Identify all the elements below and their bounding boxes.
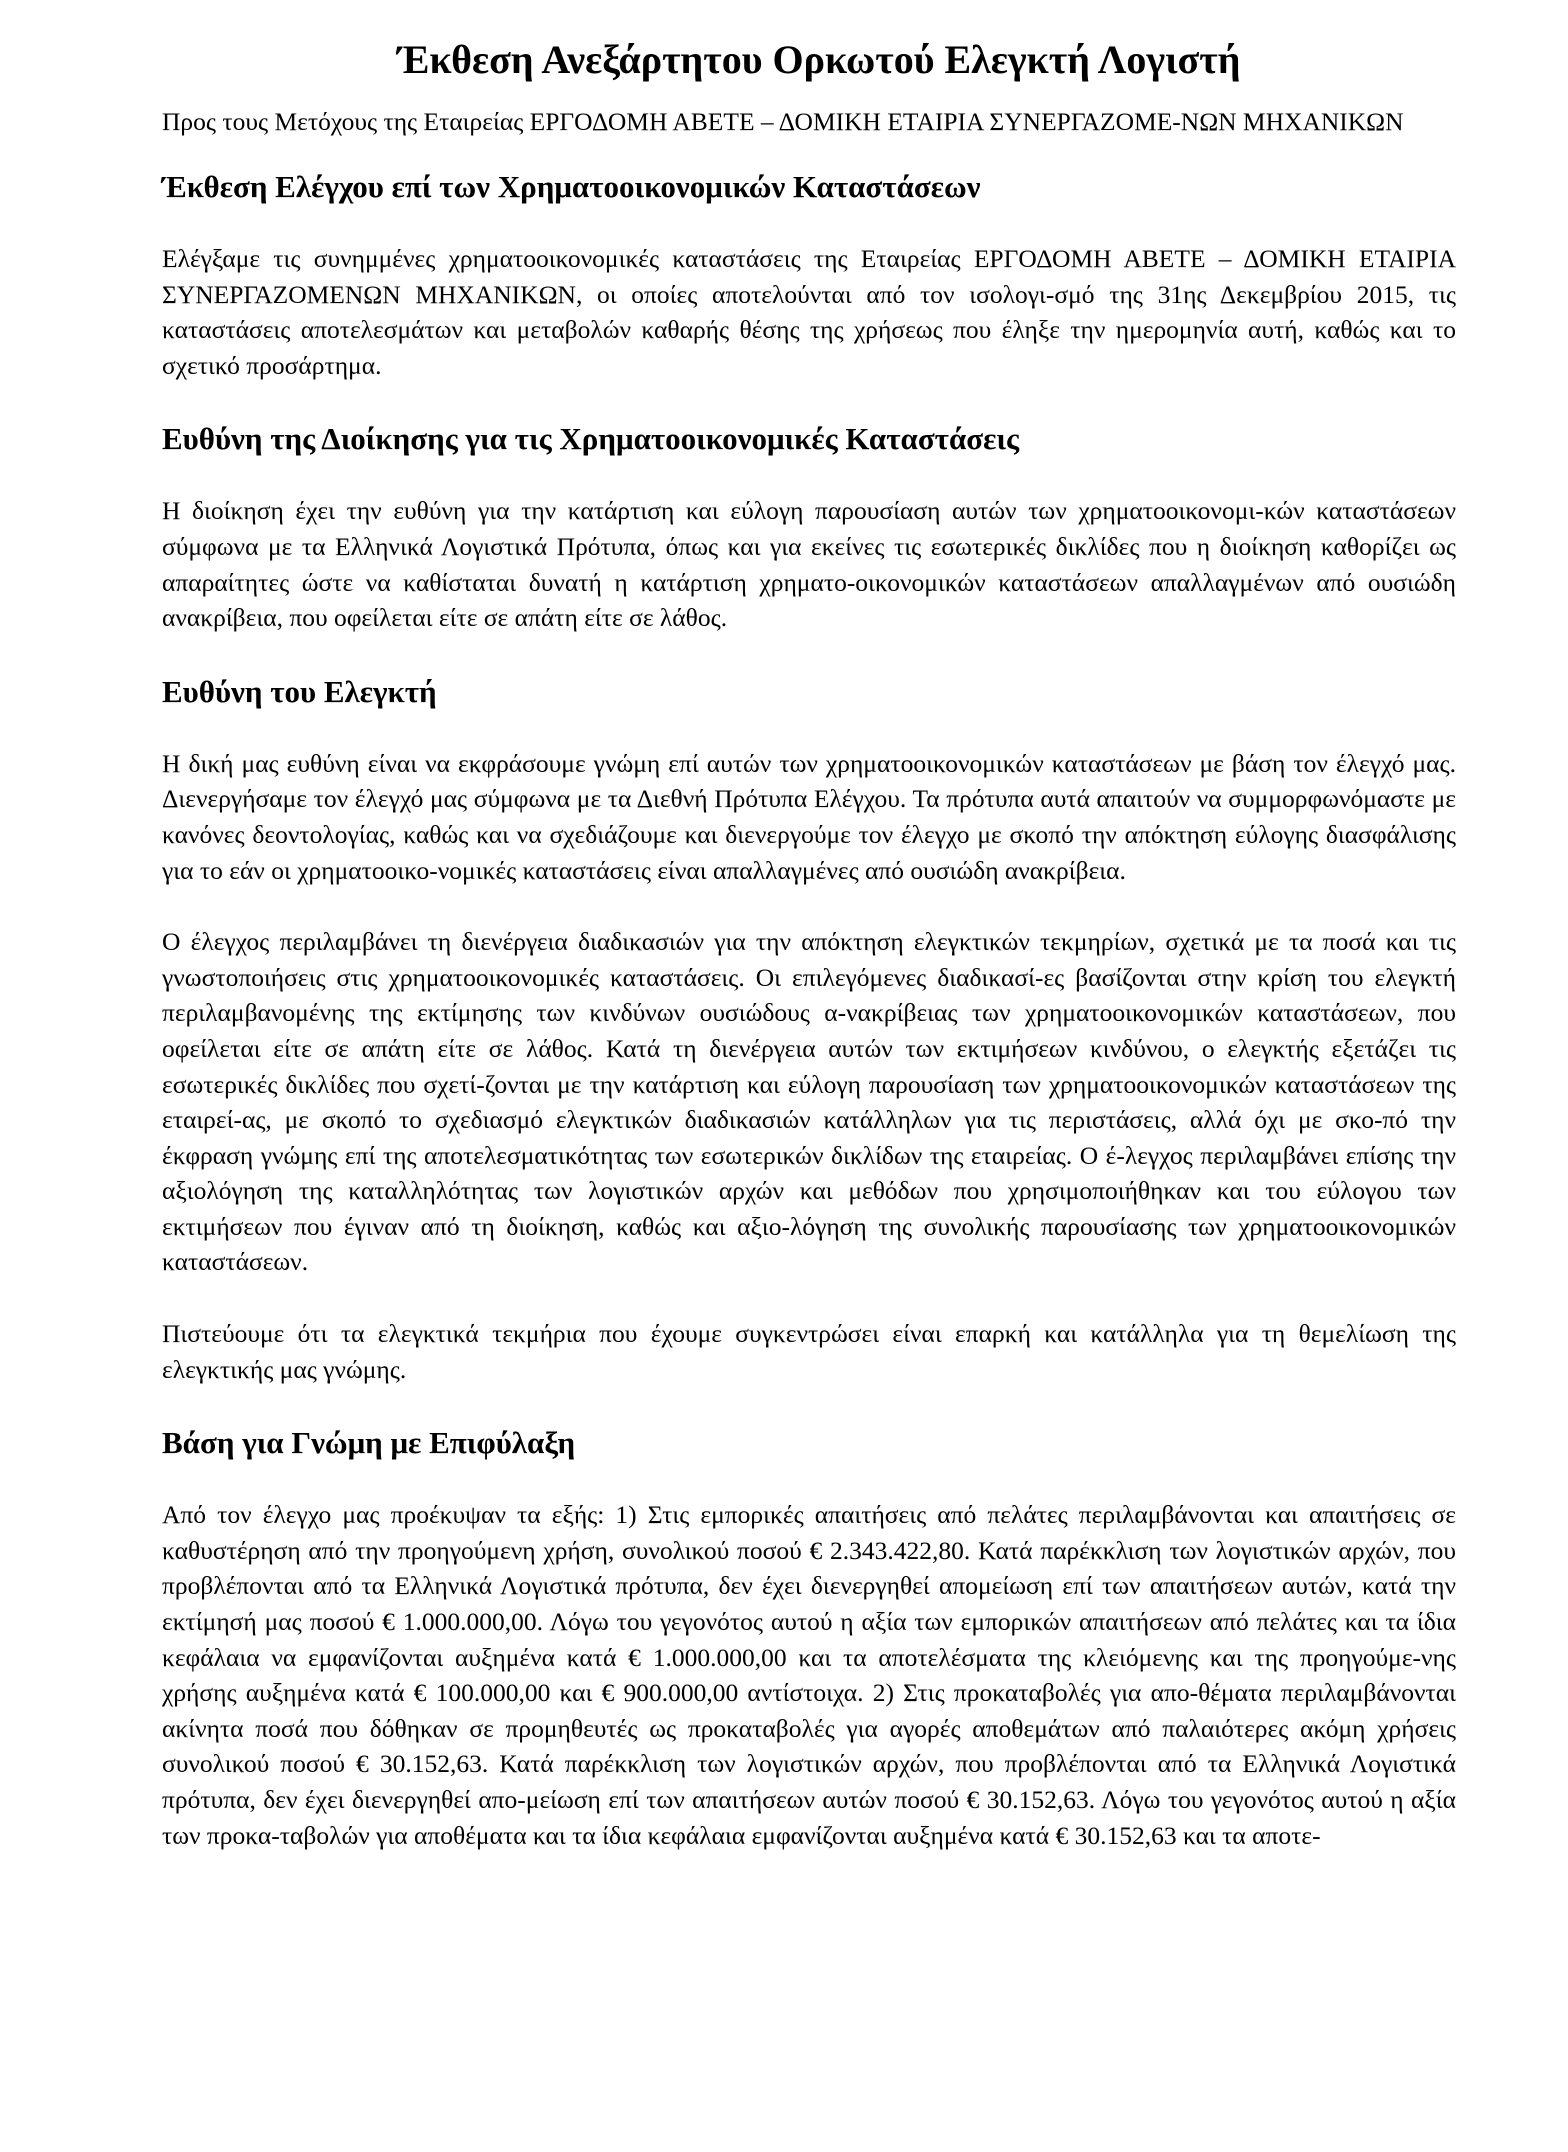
addressee-line: Προς τους Μετόχους της Εταιρείας ΕΡΓΟΔΟΜΗ ΑΒΕΤΕ – ΔΟΜΙΚΗ ΕΤΑΙΡΙΑ ΣΥΝΕΡΓΑΖΟΜΕ-ΝΩΝ ΜΗΧΑΝΙΚΩΝ [162,107,1404,136]
document-title: Έκθεση Ανεξάρτητου Ορκωτού Ελεγκτή Λογιστή [397,37,1241,82]
paragraph-management-responsibility: Η διοίκηση έχει την ευθύνη για την κατάρτιση και εύλογη παρουσίαση αυτών των χρηματοοικονομι-κών καταστάσεων σύμφωνα με τα Ελληνικά Λογιστικά Πρότυπα, όπως και για εκείνες τις εσωτερικές δικλίδες που η διοίκηση καθορίζει ως απαραίτητες ώστε να καθίσταται δυνατή η κατάρτιση χρηματο-οικονομικών καταστάσεων απαλλαγμένων από ουσιώδη ανακρίβεια, που οφείλεται είτε σε απάτη είτε σε λάθος. [162,496,1456,633]
paragraph-qualified-opinion-basis: Από τον έλεγχο μας προέκυψαν τα εξής: 1) Στις εμπορικές απαιτήσεις από πελάτες περιλαμβάνονται και απαιτήσεις σε καθυστέρηση από την προηγούμενη χρήση, συνολικού ποσού € 2.343.422,80. Κατά παρέκκλιση των λογιστικών αρχών, που προβλέπονται από τα Ελληνικά Λογιστικά πρότυπα, δεν έχει διενεργηθεί απομείωση επί των απαιτήσεων αυτών, κατά την εκτίμησή μας ποσού € 1.000.000,00. Λόγω του γεγονότος αυτού η αξία των εμπορικών απαιτήσεων από πελάτες και τα ίδια κεφάλαια να εμφανίζονται αυξημένα κατά € 1.000.000,00 και τα αποτελέσματα της κλειόμενης και της προηγούμε-νης χρήσης αυξημένα κατά € 100.000,00 και € 900.000,00 αντίστοιχα. 2) Στις προκαταβολές για απο-θέματα περιλαμβάνονται ακίνητα ποσά που δόθηκαν σε προμηθευτές ως προκαταβολές για αγορές αποθεμάτων από παλαιότερες ακόμη χρήσεις συνολικού ποσού € 30.152,63. Κατά παρέκκλιση των λογιστικών αρχών, που προβλέπονται από τα Ελληνικά Λογιστικά πρότυπα, δεν έχει διενεργηθεί απο-μείωση επί των απαιτήσεων αυτών ποσού € 30.152,63. Λόγω του γεγονότος αυτού η αξία των προκα-ταβολών για αποθέματα και τα ίδια κεφάλαια εμφανίζονται αυξημένα κατά € 30.152,63 και τα αποτε- [162,1500,1456,1850]
document-page [162,36,1456,1889]
section-heading-management-responsibility: Ευθύνη της Διοίκησης για τις Χρηματοοικονομικές Καταστάσεις [162,421,1020,457]
section-heading-auditor-responsibility: Ευθύνη του Ελεγκτή [162,673,437,709]
paragraph-auditor-responsibility-1: Η δική μας ευθύνη είναι να εκφράσουμε γνώμη επί αυτών των χρηματοοικονομικών καταστάσεων με βάση τον έλεγχό μας. Διενεργήσαμε τον έλεγχό μας σύμφωνα με τα Διεθνή Πρότυπα Ελέγχου. Τα πρότυπα αυτά απαιτούν να συμμορφωνόμαστε με κανόνες δεοντολογίας, καθώς και να σχεδιάζουμε και διενεργούμε τον έλεγχο με σκοπό την απόκτηση εύλογης διασφάλισης για το εάν οι χρηματοοικο-νομικές καταστάσεις είναι απαλλαγμένες από ουσιώδη ανακρίβεια. [162,748,1456,885]
section-heading-audit-report: Έκθεση Ελέγχου επί των Χρηματοοικονομικών Καταστάσεων [162,169,981,204]
paragraph-auditor-responsibility-3: Πιστεύουμε ότι τα ελεγκτικά τεκμήρια που έχουμε συγκεντρώσει είναι επαρκή και κατάλληλα για τη θεμελίωση της ελεγκτικής μας γνώμης. [162,1319,1456,1384]
paragraph-auditor-responsibility-2: Ο έλεγχος περιλαμβάνει τη διενέργεια διαδικασιών για την απόκτηση ελεγκτικών τεκμηρίων, σχετικά με τα ποσά και τις γνωστοποιήσεις στις χρηματοοικονομικές καταστάσεις. Οι επιλεγόμενες διαδικασί-ες βασίζονται στην κρίση του ελεγκτή περιλαμβανομένης της εκτίμησης των κινδύνων ουσιώδους α-νακρίβειας των χρηματοοικονομικών καταστάσεων, που οφείλεται είτε σε απάτη είτε σε λάθος. Κατά τη διενέργεια αυτών των εκτιμήσεων κινδύνου, ο ελεγκτής εξετάζει τις εσωτερικές δικλίδες που σχετί-ζονται με την κατάρτιση και εύλογη παρουσίαση των χρηματοοικονομικών καταστάσεων της εταιρεί-ας, με σκοπό το σχεδιασμό ελεγκτικών διαδικασιών κατάλληλων για τις περιστάσεις, αλλά όχι με σκο-πό την έκφραση γνώμης επί της αποτελεσματικότητας των εσωτερικών δικλίδων της εταιρείας. Ο έ-λεγχος περιλαμβάνει επίσης την αξιολόγηση της καταλληλότητας των λογιστικών αρχών και μεθόδων που χρησιμοποιήθηκαν και του εύλογου των εκτιμήσεων που έγιναν από τη διοίκηση, καθώς και αξιο-λόγηση της συνολικής παρουσίασης των χρηματοοικονομικών καταστάσεων. [162,927,1456,1277]
paragraph-audit-scope: Ελέγξαμε τις συνημμένες χρηματοοικονομικές καταστάσεις της Εταιρείας ΕΡΓΟΔΟΜΗ ΑΒΕΤΕ – ΔΟΜΙΚΗ ΕΤΑΙΡΙΑ ΣΥΝΕΡΓΑΖΟΜΕΝΩΝ ΜΗΧΑΝΙΚΩΝ, οι οποίες αποτελούνται από τον ισολογι-σμό της 31ης Δεκεμβρίου 2015, τις καταστάσεις αποτελεσμάτων και μεταβολών καθαρής θέσης της χρήσεως που έληξε την ημερομηνία αυτή, καθώς και το σχετικό προσάρτημα. [162,244,1456,380]
section-heading-qualified-opinion-basis: Βάση για Γνώμη με Επιφύλαξη [162,1425,576,1461]
